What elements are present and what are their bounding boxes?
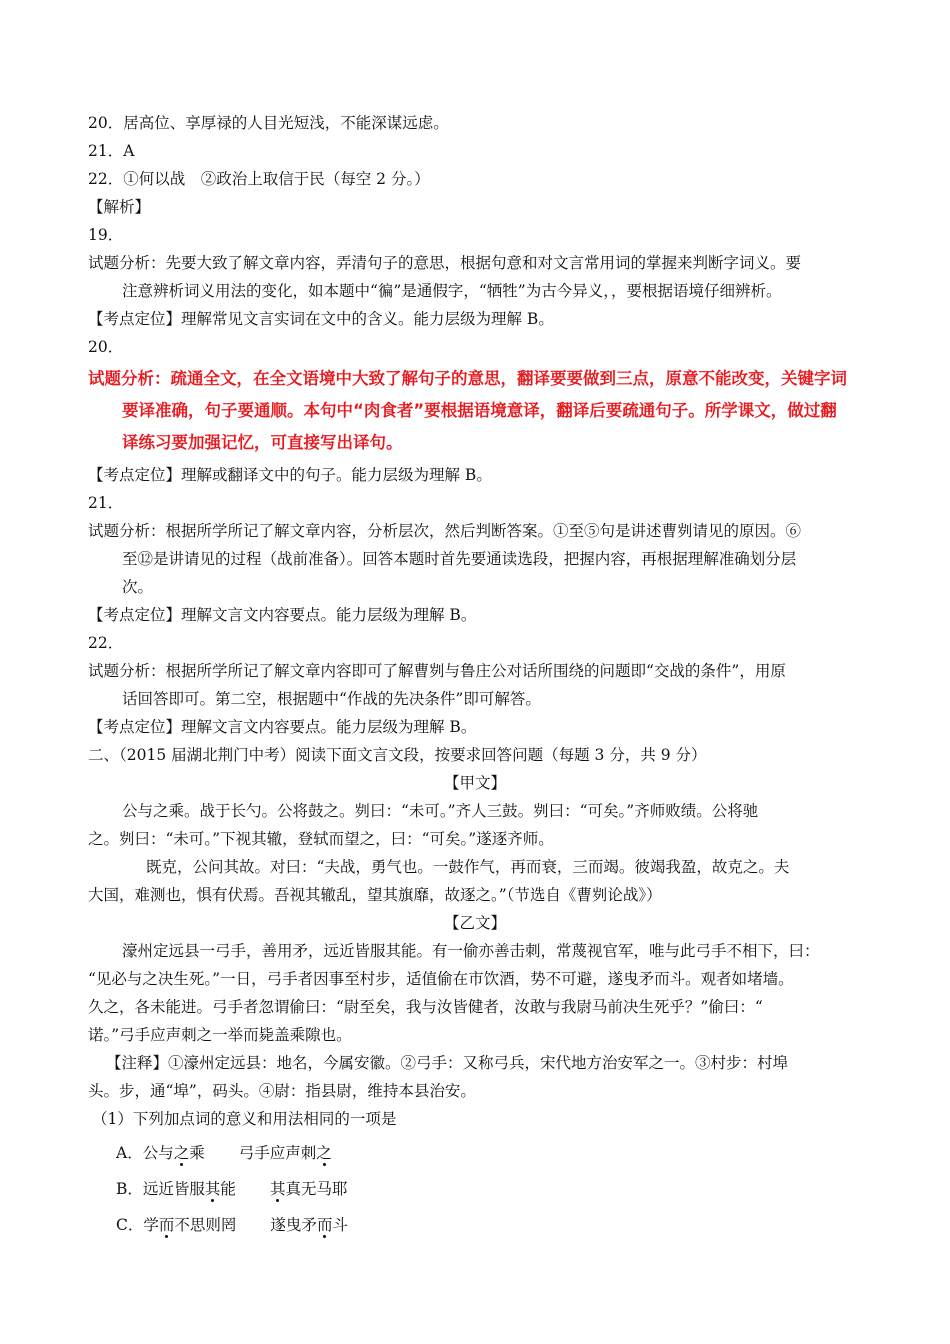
section-two-heading: 二、（2015 届湖北荆门中考）阅读下面文言文段，按要求回答问题（每题 3 分，共 9 分） — [88, 746, 707, 764]
key-point-22: 【考点定位】理解文言文内容要点。能力层级为理解 B。 — [88, 718, 477, 736]
key-point-20: 【考点定位】理解或翻译文中的句子。能力层级为理解 B。 — [88, 466, 492, 484]
analysis-20-line1: 试题分析：疏通全文，在全文语境中大致了解句子的意思，翻译要要做到三点，原意不能改变，关键字词 — [88, 369, 847, 388]
dotted-word: 其 — [269, 1180, 286, 1198]
text-jia-line2: 之。刿曰：“未可。”下视其辙，登轼而望之，曰：“可矣。”遂逐齐师。 — [88, 830, 554, 848]
option-b: B．远近皆服其能 其真无马耶 — [116, 1180, 348, 1198]
option-a: A．公与之乘 弓手应声刺之 — [116, 1144, 332, 1162]
analysis-heading: 【解析】 — [88, 198, 151, 216]
question-number-21: 21． — [88, 494, 124, 512]
dotted-word: 而 — [158, 1216, 175, 1234]
answer-20: 20．居高位、享厚禄的人目光短浅，不能深谋远虑。 — [88, 114, 449, 132]
analysis-20-line2: 要译准确，句子要通顺。本句中“肉食者”要根据语境意译，翻译后要疏通句子。所学课文，做过翻 — [122, 401, 837, 420]
analysis-21-line1: 试题分析：根据所学所记了解文章内容，分析层次，然后判断答案。①至⑤句是讲述曹刿请见的原因。⑥ — [88, 522, 802, 540]
analysis-19-line2: 注意辨析词义用法的变化，如本题中“徧”是通假字，“牺牲”为古今异义，，要根据语境仔细辨析。 — [122, 282, 782, 300]
dotted-word: 其 — [204, 1180, 221, 1198]
option-c-label: C． — [116, 1216, 144, 1234]
answer-22: 22．①何以战 ②政治上取信于民（每空 2 分。） — [88, 170, 430, 188]
option-c: C．学而不思则罔 遂曳矛而斗 — [116, 1216, 348, 1234]
text-yi-line4: 诺。”弓手应声刺之一举而毙盖乘隙也。 — [88, 1026, 352, 1044]
question-1-stem: （1）下列加点词的意义和用法相同的一项是 — [92, 1110, 397, 1128]
text-yi-line1: 濠州定远县一弓手，善用矛，远近皆服其能。有一偷亦善击刺，常蔑视官军，唯与此弓手不相下，曰： — [122, 942, 820, 960]
dotted-word: 之 — [316, 1144, 332, 1162]
analysis-20-line3: 译练习要加强记忆，可直接写出译句。 — [122, 433, 403, 452]
analysis-22-line2: 话回答即可。第二空，根据题中“作战的先决条件”即可解答。 — [122, 690, 541, 708]
option-a-label: A． — [116, 1144, 143, 1162]
answer-21: 21．A — [88, 142, 135, 160]
text-jia-line4: 大国，难测也，惧有伏焉。吾视其辙乱，望其旗靡，故逐之。”（节选自《曹刿论战》） — [88, 886, 662, 904]
option-b-label: B． — [116, 1180, 143, 1198]
text-jia-line1: 公与之乘。战于长勺。公将鼓之。刿曰：“未可。”齐人三鼓。刿曰：“可矣。”齐师败绩。公将驰 — [122, 802, 759, 820]
dotted-word: 之 — [173, 1144, 190, 1162]
key-point-19: 【考点定位】理解常见文言实词在文中的含义。能力层级为理解 B。 — [88, 310, 554, 328]
annotation-line1: 【注释】①濠州定远县：地名，今属安徽。②弓手：又称弓兵，宋代地方治安军之一。③村步：村埠 — [106, 1054, 789, 1072]
text-jia-heading: 【甲文】 — [443, 774, 506, 792]
question-number-22: 22． — [88, 634, 124, 652]
text-jia-line3: 既克，公问其故。对曰：“夫战，勇气也。一鼓作气，再而衰，三而竭。彼竭我盈，故克之。夫 — [146, 858, 790, 876]
text-yi-line2: “见必与之决生死。”一日，弓手者因事至村步，适值偷在市饮酒，势不可避，遂曳矛而斗。观者如堵墙。 — [88, 970, 794, 988]
dotted-word: 而 — [316, 1216, 333, 1234]
analysis-19-line1: 试题分析：先要大致了解文章内容，弄清句子的意思，根据句意和对文言常用词的掌握来判断字词义。要 — [88, 254, 802, 272]
text-yi-line3: 久之，各未能进。弓手者忽谓偷曰：“尉至矣，我与汝皆健者，汝敢与我尉马前决生死乎？”偷曰：“ — [88, 998, 763, 1016]
question-number-20: 20． — [88, 338, 124, 356]
analysis-21-line2: 至⑫是讲请见的过程（战前准备）。回答本题时首先要通读选段，把握内容，再根据理解准确划分层 — [122, 550, 797, 568]
annotation-line2: 头。步，通“埠”，码头。④尉：指县尉，维持本县治安。 — [88, 1082, 476, 1100]
key-point-21: 【考点定位】理解文言文内容要点。能力层级为理解 B。 — [88, 606, 477, 624]
text-yi-heading: 【乙文】 — [443, 914, 506, 932]
question-number-19: 19． — [88, 226, 124, 244]
analysis-22-line1: 试题分析：根据所学所记了解文章内容即可了解曹刿与鲁庄公对话所围绕的问题即“交战的条件”，用原 — [88, 662, 786, 680]
analysis-21-line3: 次。 — [122, 578, 154, 596]
